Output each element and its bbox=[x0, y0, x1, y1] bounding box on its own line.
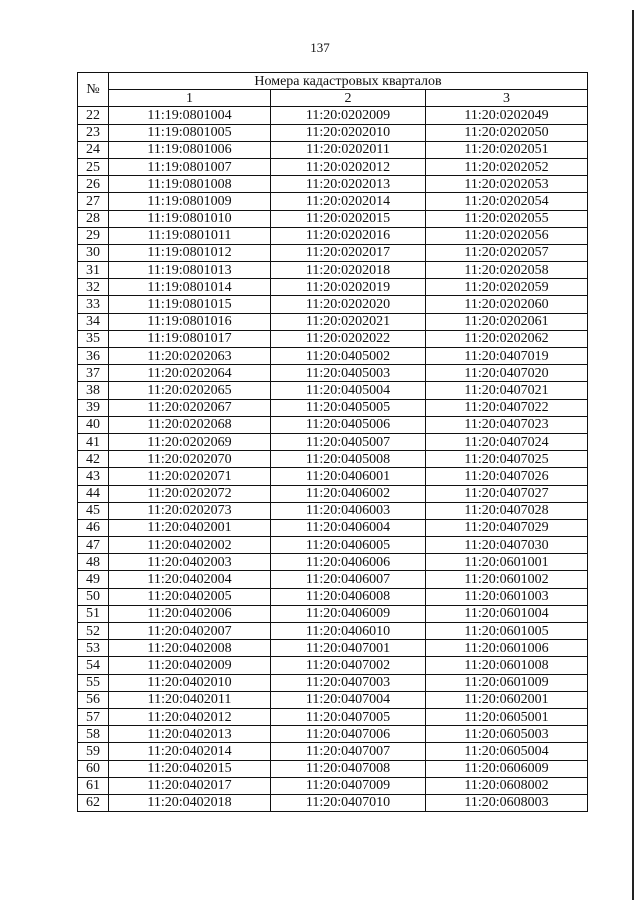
table-row bbox=[78, 210, 588, 227]
table-row bbox=[78, 588, 588, 605]
table-row bbox=[78, 244, 588, 261]
cadastral-number-cell-2: 11:20:0407007 bbox=[271, 743, 426, 760]
cadastral-number-cell-2: 11:20:0202020 bbox=[271, 296, 426, 313]
table-row bbox=[78, 382, 588, 399]
table-row bbox=[78, 262, 588, 279]
cadastral-number-cell-1: 11:19:0801007 bbox=[109, 158, 271, 175]
cadastral-number-cell-2: 11:20:0407005 bbox=[271, 708, 426, 725]
cadastral-number-cell-3: 11:20:0407030 bbox=[426, 537, 588, 554]
cadastral-number-cell-2: 11:20:0405003 bbox=[271, 365, 426, 382]
cadastral-number-cell-3: 11:20:0202055 bbox=[426, 210, 588, 227]
cadastral-number-cell-2: 11:20:0407008 bbox=[271, 760, 426, 777]
header-number-symbol: № bbox=[78, 73, 109, 107]
cadastral-number-cell-1: 11:19:0801010 bbox=[109, 210, 271, 227]
row-number-cell: 41 bbox=[78, 433, 109, 450]
cadastral-number-cell-2: 11:20:0406006 bbox=[271, 554, 426, 571]
header-column-3: 3 bbox=[426, 90, 588, 107]
cadastral-number-cell-3: 11:20:0407023 bbox=[426, 416, 588, 433]
cadastral-number-cell-1: 11:20:0402018 bbox=[109, 794, 271, 811]
cadastral-number-cell-2: 11:20:0202016 bbox=[271, 227, 426, 244]
cadastral-number-cell-2: 11:20:0202013 bbox=[271, 176, 426, 193]
row-number-cell: 33 bbox=[78, 296, 109, 313]
row-number-cell: 22 bbox=[78, 107, 109, 124]
cadastral-number-cell-1: 11:20:0202068 bbox=[109, 416, 271, 433]
cadastral-number-cell-1: 11:20:0202072 bbox=[109, 485, 271, 502]
cadastral-number-cell-3: 11:20:0202049 bbox=[426, 107, 588, 124]
table-row bbox=[78, 313, 588, 330]
table-row bbox=[78, 623, 588, 640]
row-number-cell: 39 bbox=[78, 399, 109, 416]
row-number-cell: 62 bbox=[78, 794, 109, 811]
header-column-2: 2 bbox=[271, 90, 426, 107]
cadastral-number-cell-3: 11:20:0407029 bbox=[426, 519, 588, 536]
table-row bbox=[78, 794, 588, 811]
cadastral-number-cell-3: 11:20:0407024 bbox=[426, 433, 588, 450]
row-number-cell: 45 bbox=[78, 502, 109, 519]
cadastral-number-cell-1: 11:19:0801014 bbox=[109, 279, 271, 296]
table-row bbox=[78, 365, 588, 382]
table-row bbox=[78, 468, 588, 485]
header-row-title bbox=[78, 73, 588, 90]
cadastral-number-cell-2: 11:20:0406002 bbox=[271, 485, 426, 502]
row-number-cell: 32 bbox=[78, 279, 109, 296]
cadastral-number-cell-3: 11:20:0202061 bbox=[426, 313, 588, 330]
cadastral-number-cell-1: 11:19:0801012 bbox=[109, 244, 271, 261]
cadastral-number-cell-1: 11:19:0801006 bbox=[109, 141, 271, 158]
cadastral-number-cell-1: 11:19:0801005 bbox=[109, 124, 271, 141]
cadastral-number-cell-3: 11:20:0202058 bbox=[426, 262, 588, 279]
table-row bbox=[78, 227, 588, 244]
cadastral-number-cell-1: 11:20:0202063 bbox=[109, 348, 271, 365]
cadastral-number-cell-3: 11:20:0407022 bbox=[426, 399, 588, 416]
cadastral-number-cell-3: 11:20:0601004 bbox=[426, 605, 588, 622]
cadastral-number-cell-2: 11:20:0202012 bbox=[271, 158, 426, 175]
cadastral-number-cell-2: 11:20:0406003 bbox=[271, 502, 426, 519]
cadastral-number-cell-1: 11:19:0801016 bbox=[109, 313, 271, 330]
cadastral-number-cell-1: 11:20:0202067 bbox=[109, 399, 271, 416]
header-column-1: 1 bbox=[109, 90, 271, 107]
table-row bbox=[78, 708, 588, 725]
table-row bbox=[78, 433, 588, 450]
row-number-cell: 60 bbox=[78, 760, 109, 777]
cadastral-number-cell-1: 11:19:0801009 bbox=[109, 193, 271, 210]
row-number-cell: 34 bbox=[78, 313, 109, 330]
cadastral-number-cell-1: 11:20:0202069 bbox=[109, 433, 271, 450]
row-number-cell: 28 bbox=[78, 210, 109, 227]
row-number-cell: 46 bbox=[78, 519, 109, 536]
row-number-cell: 30 bbox=[78, 244, 109, 261]
cadastral-number-cell-2: 11:20:0405005 bbox=[271, 399, 426, 416]
cadastral-number-cell-1: 11:20:0402003 bbox=[109, 554, 271, 571]
cadastral-number-cell-3: 11:20:0605003 bbox=[426, 726, 588, 743]
cadastral-number-cell-3: 11:20:0606009 bbox=[426, 760, 588, 777]
cadastral-number-cell-2: 11:20:0407002 bbox=[271, 657, 426, 674]
row-number-cell: 27 bbox=[78, 193, 109, 210]
page-number: 137 bbox=[310, 40, 330, 55]
cadastral-number-cell-1: 11:20:0202071 bbox=[109, 468, 271, 485]
table-row bbox=[78, 537, 588, 554]
row-number-cell: 29 bbox=[78, 227, 109, 244]
cadastral-number-cell-3: 11:20:0202062 bbox=[426, 330, 588, 347]
cadastral-number-cell-3: 11:20:0601006 bbox=[426, 640, 588, 657]
row-number-cell: 52 bbox=[78, 623, 109, 640]
table-row bbox=[78, 348, 588, 365]
table-row bbox=[78, 193, 588, 210]
cadastral-number-cell-3: 11:20:0605001 bbox=[426, 708, 588, 725]
cadastral-number-cell-2: 11:20:0202009 bbox=[271, 107, 426, 124]
cadastral-number-cell-2: 11:20:0405007 bbox=[271, 433, 426, 450]
cadastral-number-cell-1: 11:19:0801008 bbox=[109, 176, 271, 193]
cadastral-number-cell-2: 11:20:0202010 bbox=[271, 124, 426, 141]
row-number-cell: 56 bbox=[78, 691, 109, 708]
cadastral-number-cell-3: 11:20:0202059 bbox=[426, 279, 588, 296]
table-row bbox=[78, 485, 588, 502]
cadastral-number-cell-1: 11:19:0801004 bbox=[109, 107, 271, 124]
cadastral-number-cell-3: 11:20:0601009 bbox=[426, 674, 588, 691]
cadastral-number-cell-2: 11:20:0406004 bbox=[271, 519, 426, 536]
table-row bbox=[78, 416, 588, 433]
cadastral-number-cell-2: 11:20:0406009 bbox=[271, 605, 426, 622]
table-row bbox=[78, 691, 588, 708]
table-row bbox=[78, 777, 588, 794]
cadastral-number-cell-1: 11:20:0402013 bbox=[109, 726, 271, 743]
cadastral-number-cell-3: 11:20:0202060 bbox=[426, 296, 588, 313]
table-row bbox=[78, 124, 588, 141]
cadastral-number-cell-1: 11:20:0402009 bbox=[109, 657, 271, 674]
table-row bbox=[78, 657, 588, 674]
cadastral-number-cell-3: 11:20:0407026 bbox=[426, 468, 588, 485]
cadastral-number-cell-3: 11:20:0407028 bbox=[426, 502, 588, 519]
table-row bbox=[78, 554, 588, 571]
row-number-cell: 58 bbox=[78, 726, 109, 743]
cadastral-number-cell-2: 11:20:0202014 bbox=[271, 193, 426, 210]
header-row-columns bbox=[78, 90, 588, 107]
row-number-cell: 51 bbox=[78, 605, 109, 622]
cadastral-number-cell-3: 11:20:0202050 bbox=[426, 124, 588, 141]
cadastral-number-cell-2: 11:20:0405008 bbox=[271, 451, 426, 468]
cadastral-number-cell-3: 11:20:0601001 bbox=[426, 554, 588, 571]
cadastral-number-cell-3: 11:20:0601005 bbox=[426, 623, 588, 640]
cadastral-number-cell-2: 11:20:0202022 bbox=[271, 330, 426, 347]
cadastral-number-cell-2: 11:20:0202021 bbox=[271, 313, 426, 330]
row-number-cell: 54 bbox=[78, 657, 109, 674]
cadastral-number-cell-3: 11:20:0605004 bbox=[426, 743, 588, 760]
row-number-cell: 59 bbox=[78, 743, 109, 760]
row-number-cell: 61 bbox=[78, 777, 109, 794]
row-number-cell: 37 bbox=[78, 365, 109, 382]
row-number-cell: 48 bbox=[78, 554, 109, 571]
cadastral-number-cell-3: 11:20:0601002 bbox=[426, 571, 588, 588]
table-row bbox=[78, 141, 588, 158]
row-number-cell: 49 bbox=[78, 571, 109, 588]
cadastral-number-cell-3: 11:20:0601008 bbox=[426, 657, 588, 674]
cadastral-number-cell-2: 11:20:0406005 bbox=[271, 537, 426, 554]
cadastral-number-cell-3: 11:20:0202054 bbox=[426, 193, 588, 210]
cadastral-number-cell-1: 11:20:0402010 bbox=[109, 674, 271, 691]
cadastral-number-cell-3: 11:20:0407019 bbox=[426, 348, 588, 365]
cadastral-number-cell-1: 11:20:0402007 bbox=[109, 623, 271, 640]
row-number-cell: 47 bbox=[78, 537, 109, 554]
cadastral-number-cell-2: 11:20:0407006 bbox=[271, 726, 426, 743]
row-number-cell: 38 bbox=[78, 382, 109, 399]
cadastral-number-cell-2: 11:20:0405006 bbox=[271, 416, 426, 433]
cadastral-number-cell-2: 11:20:0202015 bbox=[271, 210, 426, 227]
cadastral-number-cell-2: 11:20:0405002 bbox=[271, 348, 426, 365]
table-row bbox=[78, 571, 588, 588]
cadastral-number-cell-1: 11:20:0402004 bbox=[109, 571, 271, 588]
cadastral-number-cell-1: 11:20:0402006 bbox=[109, 605, 271, 622]
row-number-cell: 31 bbox=[78, 262, 109, 279]
table-row bbox=[78, 760, 588, 777]
cadastral-number-cell-3: 11:20:0202056 bbox=[426, 227, 588, 244]
cadastral-number-cell-1: 11:20:0202064 bbox=[109, 365, 271, 382]
cadastral-number-cell-1: 11:19:0801011 bbox=[109, 227, 271, 244]
cadastral-number-cell-3: 11:20:0202051 bbox=[426, 141, 588, 158]
cadastral-number-cell-2: 11:20:0202018 bbox=[271, 262, 426, 279]
row-number-cell: 42 bbox=[78, 451, 109, 468]
row-number-cell: 36 bbox=[78, 348, 109, 365]
cadastral-number-cell-2: 11:20:0407004 bbox=[271, 691, 426, 708]
cadastral-number-cell-2: 11:20:0406007 bbox=[271, 571, 426, 588]
row-number-cell: 26 bbox=[78, 176, 109, 193]
table-row bbox=[78, 640, 588, 657]
cadastral-number-cell-1: 11:20:0402005 bbox=[109, 588, 271, 605]
cadastral-number-cell-1: 11:20:0402015 bbox=[109, 760, 271, 777]
table-row bbox=[78, 605, 588, 622]
cadastral-number-cell-3: 11:20:0608003 bbox=[426, 794, 588, 811]
row-number-cell: 25 bbox=[78, 158, 109, 175]
row-number-cell: 40 bbox=[78, 416, 109, 433]
row-number-cell: 50 bbox=[78, 588, 109, 605]
cadastral-number-cell-3: 11:20:0602001 bbox=[426, 691, 588, 708]
table-row bbox=[78, 502, 588, 519]
table-row bbox=[78, 519, 588, 536]
cadastral-number-cell-1: 11:20:0402011 bbox=[109, 691, 271, 708]
cadastral-number-cell-2: 11:20:0202017 bbox=[271, 244, 426, 261]
scan-edge-line bbox=[632, 10, 634, 900]
table-body bbox=[78, 107, 588, 812]
row-number-cell: 43 bbox=[78, 468, 109, 485]
table-row bbox=[78, 674, 588, 691]
cadastral-number-cell-2: 11:20:0406010 bbox=[271, 623, 426, 640]
cadastral-number-cell-3: 11:20:0407025 bbox=[426, 451, 588, 468]
row-number-cell: 57 bbox=[78, 708, 109, 725]
cadastral-number-cell-2: 11:20:0202019 bbox=[271, 279, 426, 296]
cadastral-number-cell-3: 11:20:0601003 bbox=[426, 588, 588, 605]
cadastral-number-cell-2: 11:20:0406001 bbox=[271, 468, 426, 485]
cadastral-number-cell-3: 11:20:0407027 bbox=[426, 485, 588, 502]
cadastral-number-cell-3: 11:20:0202057 bbox=[426, 244, 588, 261]
cadastral-number-cell-1: 11:19:0801015 bbox=[109, 296, 271, 313]
cadastral-number-cell-1: 11:20:0202073 bbox=[109, 502, 271, 519]
row-number-cell: 53 bbox=[78, 640, 109, 657]
row-number-cell: 35 bbox=[78, 330, 109, 347]
cadastral-number-cell-1: 11:19:0801013 bbox=[109, 262, 271, 279]
cadastral-number-cell-3: 11:20:0202053 bbox=[426, 176, 588, 193]
cadastral-number-cell-2: 11:20:0202011 bbox=[271, 141, 426, 158]
cadastral-number-cell-1: 11:20:0402012 bbox=[109, 708, 271, 725]
cadastral-number-cell-2: 11:20:0407003 bbox=[271, 674, 426, 691]
cadastral-number-cell-1: 11:19:0801017 bbox=[109, 330, 271, 347]
row-number-cell: 24 bbox=[78, 141, 109, 158]
table-row bbox=[78, 743, 588, 760]
table-row bbox=[78, 399, 588, 416]
cadastral-number-cell-1: 11:20:0402017 bbox=[109, 777, 271, 794]
row-number-cell: 23 bbox=[78, 124, 109, 141]
row-number-cell: 55 bbox=[78, 674, 109, 691]
cadastral-number-cell-2: 11:20:0407010 bbox=[271, 794, 426, 811]
cadastral-number-cell-3: 11:20:0407020 bbox=[426, 365, 588, 382]
cadastral-number-cell-2: 11:20:0406008 bbox=[271, 588, 426, 605]
cadastral-quarters-table bbox=[77, 72, 588, 812]
row-number-cell: 44 bbox=[78, 485, 109, 502]
cadastral-number-cell-1: 11:20:0202070 bbox=[109, 451, 271, 468]
cadastral-number-cell-1: 11:20:0402001 bbox=[109, 519, 271, 536]
cadastral-number-cell-2: 11:20:0407001 bbox=[271, 640, 426, 657]
cadastral-number-cell-3: 11:20:0608002 bbox=[426, 777, 588, 794]
cadastral-number-cell-3: 11:20:0202052 bbox=[426, 158, 588, 175]
cadastral-number-cell-1: 11:20:0402008 bbox=[109, 640, 271, 657]
table-row bbox=[78, 279, 588, 296]
cadastral-number-cell-1: 11:20:0402014 bbox=[109, 743, 271, 760]
table-row bbox=[78, 176, 588, 193]
table-row bbox=[78, 296, 588, 313]
cadastral-number-cell-1: 11:20:0402002 bbox=[109, 537, 271, 554]
cadastral-number-cell-2: 11:20:0405004 bbox=[271, 382, 426, 399]
table-row bbox=[78, 726, 588, 743]
cadastral-number-cell-1: 11:20:0202065 bbox=[109, 382, 271, 399]
table-row bbox=[78, 451, 588, 468]
cadastral-number-cell-2: 11:20:0407009 bbox=[271, 777, 426, 794]
header-title: Номера кадастровых кварталов bbox=[109, 73, 588, 90]
table-row bbox=[78, 330, 588, 347]
cadastral-number-cell-3: 11:20:0407021 bbox=[426, 382, 588, 399]
table-row bbox=[78, 107, 588, 124]
table-row bbox=[78, 158, 588, 175]
